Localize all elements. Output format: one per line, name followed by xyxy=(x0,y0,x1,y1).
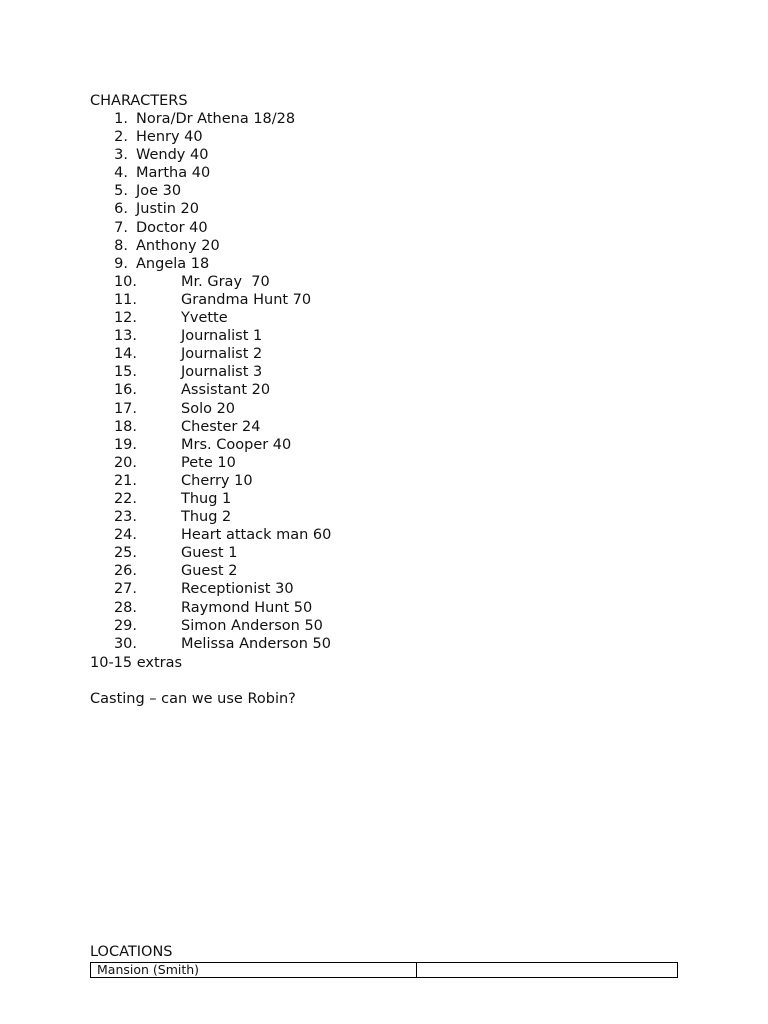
list-item-number: 27. xyxy=(113,581,137,598)
character-name: Joe 30 xyxy=(136,183,182,200)
list-item-number: 25. xyxy=(113,545,137,562)
character-name: Raymond Hunt 50 xyxy=(181,599,313,616)
list-item-number: 24. xyxy=(113,527,137,544)
list-item-number: 26. xyxy=(113,563,137,580)
character-name: Simon Anderson 50 xyxy=(181,617,323,634)
character-name: Journalist 1 xyxy=(181,328,263,345)
list-item-number: 14. xyxy=(113,346,137,363)
character-name: Pete 10 xyxy=(181,454,236,471)
character-name: Solo 20 xyxy=(181,400,236,417)
character-name: Chester 24 xyxy=(181,418,261,435)
character-name: Grandma Hunt 70 xyxy=(181,291,312,308)
character-name: Anthony 20 xyxy=(136,237,220,254)
locations-table xyxy=(90,962,678,978)
list-item-number: 5. xyxy=(114,183,128,200)
character-name: Journalist 3 xyxy=(181,364,263,381)
list-item-number: 13. xyxy=(113,328,137,345)
character-name: Martha 40 xyxy=(136,165,211,182)
table-row xyxy=(91,963,678,978)
character-name: Guest 2 xyxy=(181,563,238,580)
character-name: Cherry 10 xyxy=(181,472,253,489)
character-name: Nora/Dr Athena 18/28 xyxy=(136,111,296,127)
list-item-number: 12. xyxy=(113,310,137,327)
character-name: Mr. Gray 70 xyxy=(181,273,270,290)
character-name: Mrs. Cooper 40 xyxy=(181,436,292,453)
locations-heading: LOCATIONS xyxy=(90,944,173,960)
list-item-number: 30. xyxy=(113,635,137,652)
list-item-number: 18. xyxy=(113,418,137,435)
table-cell xyxy=(417,963,678,978)
list-item-number: 2. xyxy=(114,129,128,146)
character-name: Doctor 40 xyxy=(136,219,208,236)
list-item-number: 1. xyxy=(114,111,128,127)
list-item-number: 20. xyxy=(113,454,137,471)
character-name: Thug 1 xyxy=(181,490,232,507)
characters-heading: CHARACTERS xyxy=(90,93,188,109)
list-item-number: 17. xyxy=(113,400,137,417)
character-name: Receptionist 30 xyxy=(181,581,294,598)
character-name: Justin 20 xyxy=(136,201,199,218)
list-item-number: 15. xyxy=(113,364,137,381)
list-item-number: 11. xyxy=(113,291,137,308)
character-name: Guest 1 xyxy=(181,545,238,562)
list-item-number: 3. xyxy=(114,147,128,164)
casting-note: Casting – can we use Robin? xyxy=(90,691,296,707)
list-item-number: 10. xyxy=(113,273,137,290)
list-item-number: 9. xyxy=(114,255,128,272)
character-name: Heart attack man 60 xyxy=(181,527,332,544)
character-name: Wendy 40 xyxy=(136,147,209,164)
character-name: Melissa Anderson 50 xyxy=(181,635,331,652)
extras-note: 10-15 extras xyxy=(90,655,183,671)
list-item-number: 23. xyxy=(113,509,137,526)
character-name: Henry 40 xyxy=(136,129,203,146)
list-item-number: 22. xyxy=(113,490,137,507)
character-name: Angela 18 xyxy=(136,255,210,272)
list-item-number: 8. xyxy=(114,237,128,254)
character-name: Yvette xyxy=(181,310,228,327)
list-item-number: 4. xyxy=(114,165,128,182)
character-name: Assistant 20 xyxy=(181,382,271,399)
list-item-number: 21. xyxy=(113,472,137,489)
list-item-number: 19. xyxy=(113,436,137,453)
table-cell: Mansion (Smith) xyxy=(91,963,417,978)
list-item-number: 16. xyxy=(113,382,137,399)
list-item-number: 6. xyxy=(114,201,128,218)
character-name: Thug 2 xyxy=(181,509,232,526)
list-item-number: 28. xyxy=(113,599,137,616)
list-item-number: 29. xyxy=(113,617,137,634)
list-item-number: 7. xyxy=(114,219,128,236)
character-name: Journalist 2 xyxy=(181,346,263,363)
